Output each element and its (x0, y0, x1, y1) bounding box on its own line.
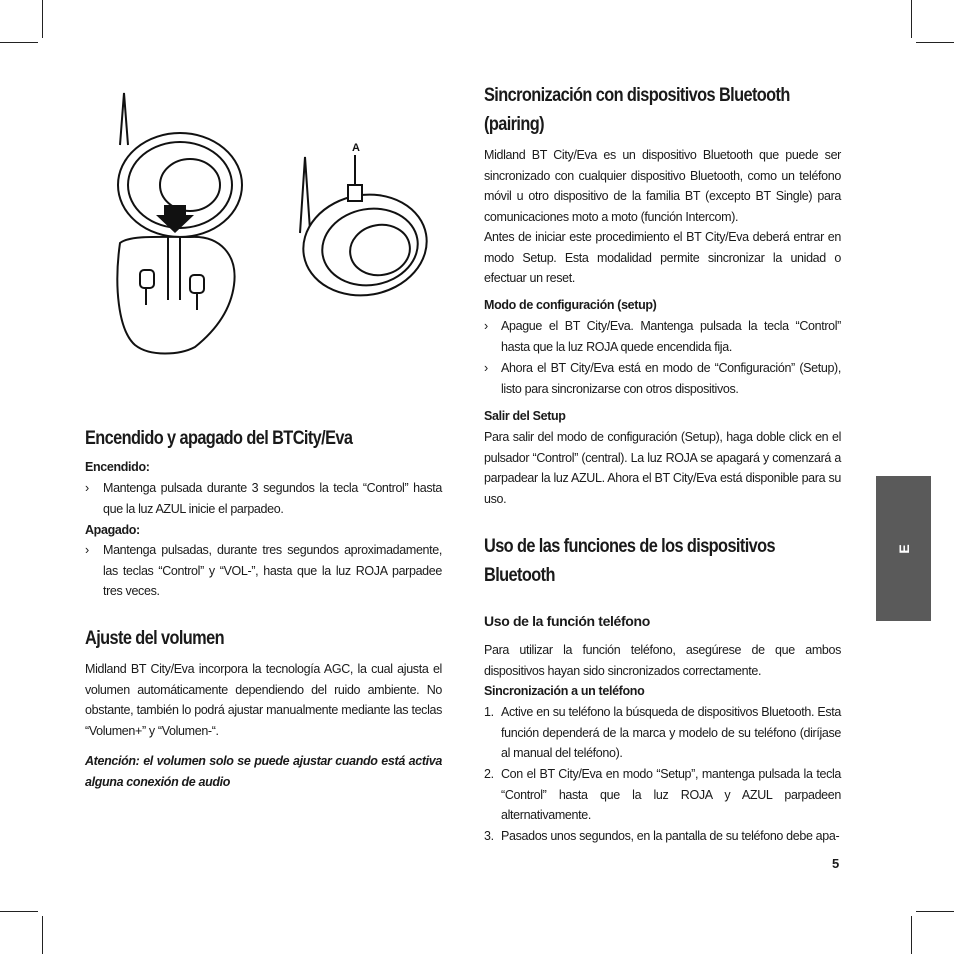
crop-mark (916, 911, 954, 912)
phone-body: Para utilizar la función teléfono, asegúrese de que ambos dispositivos hayan sido sincronizados correctamente. (484, 643, 841, 678)
list-item (484, 826, 841, 847)
sync-item-3: Pasados unos segundos, en la pantalla de su teléfono debe apa- (501, 829, 840, 843)
list-item (484, 358, 841, 399)
label-a: A (352, 142, 360, 154)
crop-mark (42, 0, 43, 38)
bullet-icon: › (85, 481, 89, 495)
section-title-power: Encendido y apagado del BTCity/Eva (85, 428, 353, 449)
list-item (85, 478, 442, 519)
section-title-pairing: Sincronización con dispositivos Bluetooth (pairing) (484, 85, 790, 135)
volume-body: Midland BT City/Eva incorpora la tecnología AGC, la cual ajusta el volumen automáticamente dependiendo del ruido ambiente. No obstante, también lo podrá ajustar manualmente mediante las teclas “Volumen+” y “Volumen-“. (85, 662, 442, 738)
sync-heading: Sincronización a un teléfono (484, 684, 645, 698)
page-number: 5 (832, 856, 840, 871)
crop-mark (0, 911, 38, 912)
bullet-icon: › (484, 319, 488, 333)
on-item-text: Mantenga pulsada durante 3 segundos la tecla “Control” hasta que la luz AZUL inicie el parpadeo. (103, 481, 442, 516)
pairing-body-1: Midland BT City/Eva es un dispositivo Bluetooth que puede ser sincronizado con cualquier dispositivo Bluetooth, como un teléfono móvil u otro dispositivo de la familia BT (excepto BT Single) para comunicaciones moto a moto (función Intercom). (484, 148, 841, 224)
crop-mark (911, 916, 912, 954)
list-item (484, 764, 841, 826)
setup-item-1: Apague el BT City/Eva. Mantenga pulsada la tecla “Control” hasta que la luz ROJA quede encendida fija. (501, 319, 841, 354)
setup-heading: Modo de configuración (setup) (484, 298, 657, 312)
volume-warning: Atención: el volumen solo se puede ajustar cuando está activa alguna conexión de audio (85, 754, 442, 789)
device-illustration (100, 85, 440, 365)
bullet-icon: › (85, 543, 89, 557)
exit-body: Para salir del modo de configuración (Setup), haga doble click en el pulsador “Control” (central). La luz ROJA se apagará y comenzará a parpadear la luz AZUL. Ahora el BT City/Eva está disponible para su uso. (484, 430, 841, 506)
list-number: 2. (484, 767, 494, 781)
crop-mark (911, 0, 912, 38)
pairing-body-2: Antes de iniciar este procedimiento el BT City/Eva deberá entrar en modo Setup. Esta modalidad permite sincronizar la unidad o efectuar un reset. (484, 230, 841, 285)
bullet-icon: › (484, 361, 488, 375)
list-number: 3. (484, 829, 494, 843)
section-title-functions: Uso de las funciones de los dispositivos Bluetooth (484, 536, 776, 586)
list-item (85, 540, 442, 602)
list-item (484, 702, 841, 764)
list-item (484, 316, 841, 357)
off-item-text: Mantenga pulsadas, durante tres segundos aproximadamente, las teclas “Control” y “VOL-”, hasta que la luz ROJA parpadee tres veces. (103, 543, 442, 598)
crop-mark (916, 42, 954, 43)
exit-heading: Salir del Setup (484, 409, 566, 423)
list-number: 1. (484, 705, 494, 719)
language-tab (876, 476, 931, 621)
on-heading: Encendido: (85, 460, 150, 474)
crop-mark (0, 42, 38, 43)
section-title-volume: Ajuste del volumen (85, 628, 224, 649)
setup-item-2: Ahora el BT City/Eva está en modo de “Configuración” (Setup), listo para sincronizarse con otros dispositivos. (501, 361, 841, 396)
sync-item-1: Active en su teléfono la búsqueda de dispositivos Bluetooth. Esta función dependerá de la marca y modelo de su teléfono (diríjase al manual del teléfono). (501, 705, 841, 760)
phone-subheading: Uso de la función teléfono (484, 613, 650, 629)
sync-item-2: Con el BT City/Eva en modo “Setup”, mantenga pulsada la tecla “Control” hasta que la luz ROJA y AZUL parpadeen alternativamente. (501, 767, 841, 822)
crop-mark (42, 916, 43, 954)
language-tab-letter: E (895, 543, 912, 554)
off-heading: Apagado: (85, 523, 140, 537)
